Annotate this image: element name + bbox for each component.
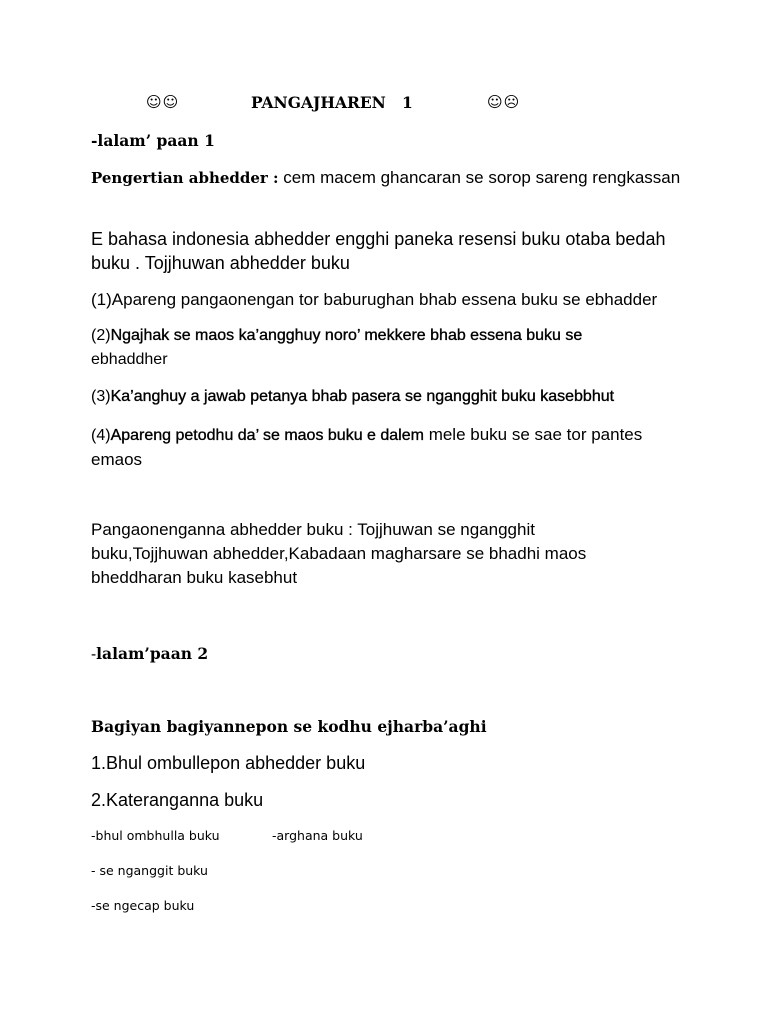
section-heading-2-dash: - — [91, 646, 97, 663]
list-item-4-bold: Apareng petodhu da’ se maos buku e dalem — [110, 427, 424, 444]
list-item-2-bold: Ngajhak se maos ka’angghuy noro’ mekkere bhab essena buku se — [110, 327, 583, 344]
list-item-bhul: 1.Bhul ombullepon abhedder buku — [91, 753, 366, 773]
list-item-2-number: (2) — [91, 327, 111, 344]
list-item-4 — [91, 423, 651, 473]
subheading: Bagiyan bagiyannepon se kodhu ejharba’aghi — [91, 717, 487, 736]
definition-label: Pengertian abhedder : — [91, 169, 279, 187]
sub-item-nganggit: - se nganggit buku — [91, 863, 208, 878]
page-title: PANGAJHAREN 1 — [251, 93, 413, 112]
list-item-3-bold: Ka’anghuy a jawab petanya bhab pasera se ngangghit buku kasebbhut — [110, 388, 615, 405]
list-item-2-rest: ebhaddher — [91, 351, 168, 368]
section-heading-2-text: lalam’paan 2 — [96, 644, 209, 663]
intro-paragraph: E bahasa indonesia abhedder engghi paneka resensi buku otaba bedah buku . Tojjhuwan abhedder buku — [91, 229, 666, 273]
definition-text: cem macem ghancaran se sorop sareng rengkassan — [278, 168, 681, 187]
section-heading-1: -lalam’ paan 1 — [91, 131, 215, 150]
list-item-4-rest: mele buku se sae tor pantes emaos — [91, 425, 643, 469]
definition-paragraph — [91, 166, 691, 190]
section-heading-2 — [91, 644, 208, 664]
smiley-icons-right: ☺☹ — [487, 93, 521, 111]
list-item-3 — [91, 385, 731, 409]
list-item-3-number: (3) — [91, 388, 111, 405]
pangaonengan-paragraph: Pangaonenganna abhedder buku : Tojjhuwan se ngangghit buku,Tojjhuwan abhedder,Kabadaan magharsare se bhadhi maos bheddharan buku kasebhut — [91, 520, 587, 587]
smiley-icons-left: ☺☺ — [146, 93, 180, 111]
sub-item-bhul-ombhulla: -bhul ombhulla buku — [91, 828, 220, 843]
list-item-2 — [91, 324, 691, 372]
list-item-4-number: (4) — [91, 427, 111, 444]
list-item-kateranganna: 2.Kateranganna buku — [91, 790, 264, 810]
list-item-1: (1)Apareng pangaonengan tor baburughan bhab essena buku se ebhadder — [91, 290, 658, 309]
sub-item-ngecap: -se ngecap buku — [91, 898, 195, 913]
sub-item-arghana: -arghana buku — [272, 828, 363, 843]
